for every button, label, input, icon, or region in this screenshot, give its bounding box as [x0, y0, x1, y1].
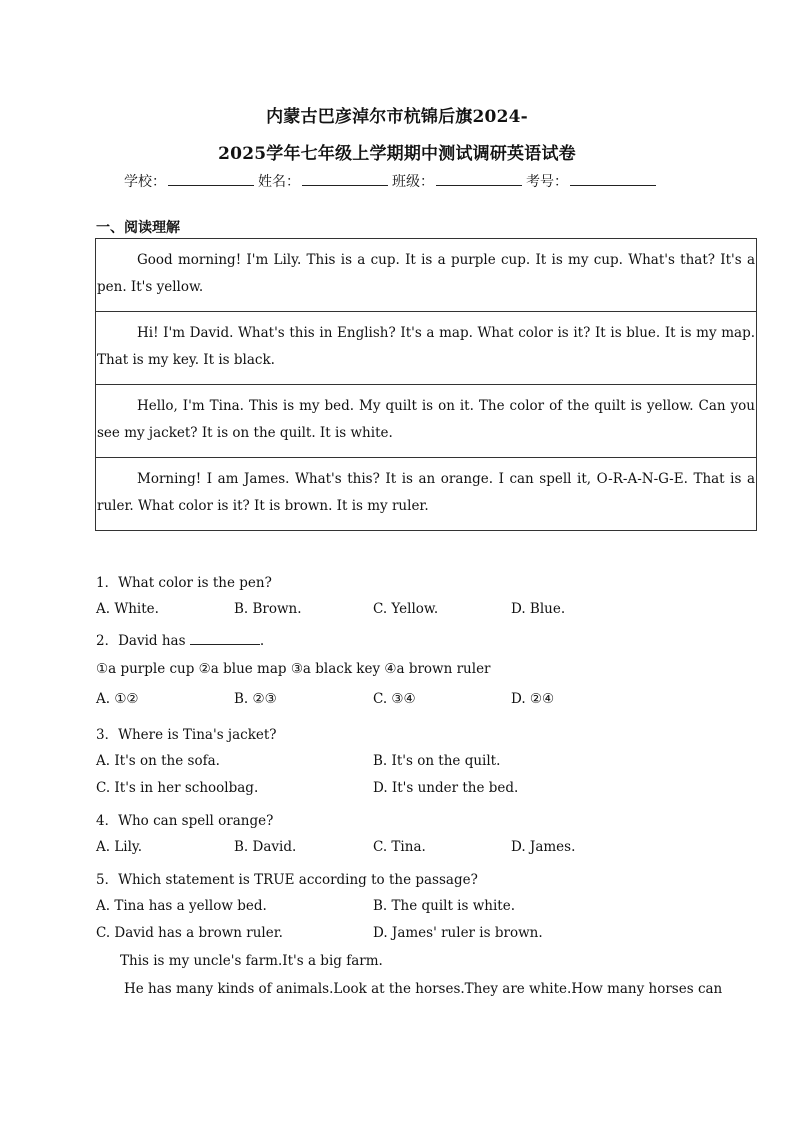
passage-row — [96, 312, 757, 385]
q2-stem-text: 2．David has — [96, 633, 190, 649]
passage-tina: Hello, I'm Tina. This is my bed. My quilt is on it. The color of the quilt is yellow. Can you see my jacket? It is on the quilt. It is white. — [96, 385, 757, 458]
name-label: 姓名： — [258, 174, 300, 190]
q3-option-c[interactable]: C. It's in her schoolbag. — [96, 780, 259, 796]
passage-lily: Good morning! I'm Lily. This is a cup. It is a purple cup. It is my cup. What's that? It's a pen. It's yellow. — [96, 239, 757, 312]
q3-option-b[interactable]: B. It's on the quilt. — [373, 753, 501, 769]
q2-stem-end: . — [259, 633, 265, 649]
q4-option-b[interactable]: B. David. — [234, 839, 297, 855]
number-label: 考号： — [526, 174, 568, 190]
passage2-line2: He has many kinds of animals.Look at the horses.They are white.How many horses can — [124, 981, 723, 997]
exam-title-line2: 2025学年七年级上学期期中测试调研英语试卷 — [218, 144, 576, 164]
class-blank[interactable] — [436, 171, 522, 186]
q5-option-c[interactable]: C. David has a brown ruler. — [96, 925, 283, 941]
passage-row — [96, 239, 757, 312]
q5-option-b[interactable]: B. The quilt is white. — [373, 898, 515, 914]
question-2-stem — [96, 629, 264, 649]
question-4-stem: 4．Who can spell orange? — [96, 813, 274, 829]
q1-option-c[interactable]: C. Yellow. — [373, 601, 439, 617]
passage-table — [95, 238, 757, 531]
question-5-stem: 5．Which statement is TRUE according to the passage? — [96, 872, 478, 888]
q4-option-c[interactable]: C. Tina. — [373, 839, 426, 855]
q4-option-d[interactable]: D. James. — [511, 839, 576, 855]
name-blank[interactable] — [302, 171, 388, 186]
q5-option-d[interactable]: D. James' ruler is brown. — [373, 925, 543, 941]
q2-answer-blank[interactable] — [190, 632, 260, 645]
question-3-stem: 3．Where is Tina's jacket? — [96, 727, 277, 743]
q2-option-d[interactable]: D. ②④ — [511, 691, 555, 707]
q2-option-b[interactable]: B. ②③ — [234, 691, 277, 707]
number-blank[interactable] — [570, 171, 656, 186]
student-info-row — [124, 171, 660, 191]
section-title: 一、阅读理解 — [96, 220, 180, 236]
q1-option-a[interactable]: A. White. — [96, 601, 159, 617]
school-label: 学校： — [124, 174, 166, 190]
question-1-stem: 1．What color is the pen? — [96, 575, 272, 591]
school-blank[interactable] — [168, 171, 254, 186]
q3-option-a[interactable]: A. It's on the sofa. — [96, 753, 220, 769]
passage-row — [96, 385, 757, 458]
q1-option-b[interactable]: B. Brown. — [234, 601, 302, 617]
class-label: 班级： — [392, 174, 434, 190]
q2-option-c[interactable]: C. ③④ — [373, 691, 416, 707]
exam-title-line1: 内蒙古巴彦淖尔市杭锦后旗2024- — [266, 107, 528, 127]
q2-choices: ①a purple cup ②a blue map ③a black key ④a brown ruler — [96, 661, 491, 677]
q3-option-d[interactable]: D. It's under the bed. — [373, 780, 519, 796]
passage-james: Morning! I am James. What's this? It is an orange. I can spell it, O-R-A-N-G-E. That is a ruler. What color is it? It is brown. It is my ruler. — [96, 458, 757, 531]
passage2-line1: This is my uncle's farm.It's a big farm. — [120, 953, 383, 969]
q4-option-a[interactable]: A. Lily. — [96, 839, 143, 855]
q5-option-a[interactable]: A. Tina has a yellow bed. — [96, 898, 267, 914]
passage-david: Hi! I'm David. What's this in English? It's a map. What color is it? It is blue. It is my map. That is my key. It is black. — [96, 312, 757, 385]
passage-row — [96, 458, 757, 531]
q1-option-d[interactable]: D. Blue. — [511, 601, 566, 617]
q2-option-a[interactable]: A. ①② — [96, 691, 139, 707]
